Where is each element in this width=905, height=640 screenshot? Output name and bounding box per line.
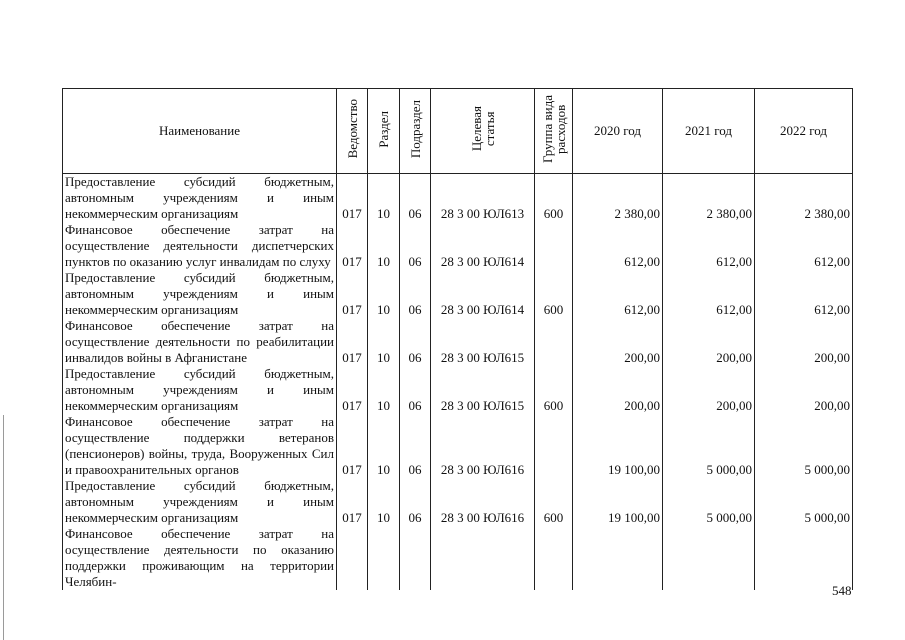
row-group: 600 bbox=[535, 478, 573, 526]
header-subsection-label: Подраздел bbox=[407, 99, 423, 159]
table-row bbox=[63, 414, 853, 478]
row-2020: 612,00 bbox=[573, 222, 663, 270]
row-2022 bbox=[755, 526, 853, 590]
header-2022: 2022 год bbox=[755, 89, 853, 174]
row-section bbox=[368, 526, 400, 590]
header-subsection bbox=[400, 89, 431, 174]
row-group: 600 bbox=[535, 270, 573, 318]
row-department: 017 bbox=[337, 366, 368, 414]
row-department bbox=[337, 526, 368, 590]
header-expense-group-label: Группа вида расходов bbox=[539, 95, 568, 163]
page-number: 548 bbox=[832, 583, 852, 598]
row-name: Предоставление субсидий бюджетным, автономным учреждениям и иным некоммерческим организациям bbox=[63, 270, 337, 318]
row-2022: 200,00 bbox=[755, 366, 853, 414]
row-department: 017 bbox=[337, 414, 368, 478]
row-2020: 2 380,00 bbox=[573, 174, 663, 223]
row-subsection bbox=[400, 526, 431, 590]
row-2020: 19 100,00 bbox=[573, 414, 663, 478]
row-department: 017 bbox=[337, 174, 368, 223]
row-section: 10 bbox=[368, 414, 400, 478]
row-section: 10 bbox=[368, 270, 400, 318]
header-2020: 2020 год bbox=[573, 89, 663, 174]
row-2022: 200,00 bbox=[755, 318, 853, 366]
row-2020: 200,00 bbox=[573, 366, 663, 414]
row-2021: 612,00 bbox=[663, 270, 755, 318]
table-header-row bbox=[63, 89, 853, 174]
row-group bbox=[535, 222, 573, 270]
row-group bbox=[535, 526, 573, 590]
row-2021 bbox=[663, 526, 755, 590]
header-2021: 2021 год bbox=[663, 89, 755, 174]
row-2020: 612,00 bbox=[573, 270, 663, 318]
row-2021: 5 000,00 bbox=[663, 478, 755, 526]
header-expense-group bbox=[535, 89, 573, 174]
row-department: 017 bbox=[337, 222, 368, 270]
row-2021: 200,00 bbox=[663, 366, 755, 414]
row-target: 28 3 00 ЮЛ616 bbox=[431, 478, 535, 526]
budget-table bbox=[62, 88, 853, 590]
row-subsection: 06 bbox=[400, 478, 431, 526]
header-name: Наименование bbox=[63, 89, 337, 174]
header-department bbox=[337, 89, 368, 174]
row-2021: 5 000,00 bbox=[663, 414, 755, 478]
header-target bbox=[431, 89, 535, 174]
row-2021: 612,00 bbox=[663, 222, 755, 270]
row-target: 28 3 00 ЮЛ613 bbox=[431, 174, 535, 223]
header-section bbox=[368, 89, 400, 174]
row-target: 28 3 00 ЮЛ615 bbox=[431, 366, 535, 414]
row-subsection: 06 bbox=[400, 222, 431, 270]
row-group bbox=[535, 414, 573, 478]
row-group: 600 bbox=[535, 174, 573, 223]
row-target: 28 3 00 ЮЛ615 bbox=[431, 318, 535, 366]
row-subsection: 06 bbox=[400, 318, 431, 366]
row-name: Финансовое обеспечение затрат на осуществление деятельности диспетчерских пунктов по оказанию услуг инвалидам по слуху bbox=[63, 222, 337, 270]
row-section: 10 bbox=[368, 366, 400, 414]
row-2021: 2 380,00 bbox=[663, 174, 755, 223]
row-name: Предоставление субсидий бюджетным, автономным учреждениям и иным некоммерческим организациям bbox=[63, 478, 337, 526]
table-row bbox=[63, 174, 853, 223]
table-row bbox=[63, 222, 853, 270]
row-section: 10 bbox=[368, 478, 400, 526]
row-section: 10 bbox=[368, 318, 400, 366]
row-subsection: 06 bbox=[400, 270, 431, 318]
table-row bbox=[63, 478, 853, 526]
row-group bbox=[535, 318, 573, 366]
header-section-label: Раздел bbox=[376, 110, 391, 148]
row-2020: 200,00 bbox=[573, 318, 663, 366]
row-group: 600 bbox=[535, 366, 573, 414]
row-2022: 612,00 bbox=[755, 270, 853, 318]
table-row bbox=[63, 526, 853, 590]
table-row bbox=[63, 270, 853, 318]
row-subsection: 06 bbox=[400, 366, 431, 414]
row-2022: 5 000,00 bbox=[755, 478, 853, 526]
header-department-label: Ведомство bbox=[344, 99, 360, 159]
row-name: Предоставление субсидий бюджетным, автономным учреждениям и иным некоммерческим организациям bbox=[63, 366, 337, 414]
row-subsection: 06 bbox=[400, 414, 431, 478]
row-section: 10 bbox=[368, 222, 400, 270]
table-row bbox=[63, 318, 853, 366]
row-2020: 19 100,00 bbox=[573, 478, 663, 526]
row-name: Финансовое обеспечение затрат на осуществление поддержки ветеранов (пенсионеров) войны, труда, Вооруженных Сил и правоохранительных органов bbox=[63, 414, 337, 478]
table-row bbox=[63, 366, 853, 414]
row-target: 28 3 00 ЮЛ616 bbox=[431, 414, 535, 478]
row-2022: 2 380,00 bbox=[755, 174, 853, 223]
row-name: Финансовое обеспечение затрат на осуществление деятельности по реабилитации инвалидов войны в Афганистане bbox=[63, 318, 337, 366]
row-target: 28 3 00 ЮЛ614 bbox=[431, 270, 535, 318]
row-target: 28 3 00 ЮЛ614 bbox=[431, 222, 535, 270]
row-department: 017 bbox=[337, 478, 368, 526]
row-name: Предоставление субсидий бюджетным, автономным учреждениям и иным некоммерческим организациям bbox=[63, 174, 337, 223]
row-subsection: 06 bbox=[400, 174, 431, 223]
row-2021: 200,00 bbox=[663, 318, 755, 366]
row-section: 10 bbox=[368, 174, 400, 223]
row-target bbox=[431, 526, 535, 590]
row-2022: 612,00 bbox=[755, 222, 853, 270]
row-name: Финансовое обеспечение затрат на осуществление деятельности по оказанию поддержки проживающим на территории Челябин- bbox=[63, 526, 337, 590]
scan-edge-line bbox=[3, 415, 4, 640]
row-department: 017 bbox=[337, 318, 368, 366]
row-2020 bbox=[573, 526, 663, 590]
header-target-label: Целевая статья bbox=[468, 106, 497, 152]
row-department: 017 bbox=[337, 270, 368, 318]
row-2022: 5 000,00 bbox=[755, 414, 853, 478]
